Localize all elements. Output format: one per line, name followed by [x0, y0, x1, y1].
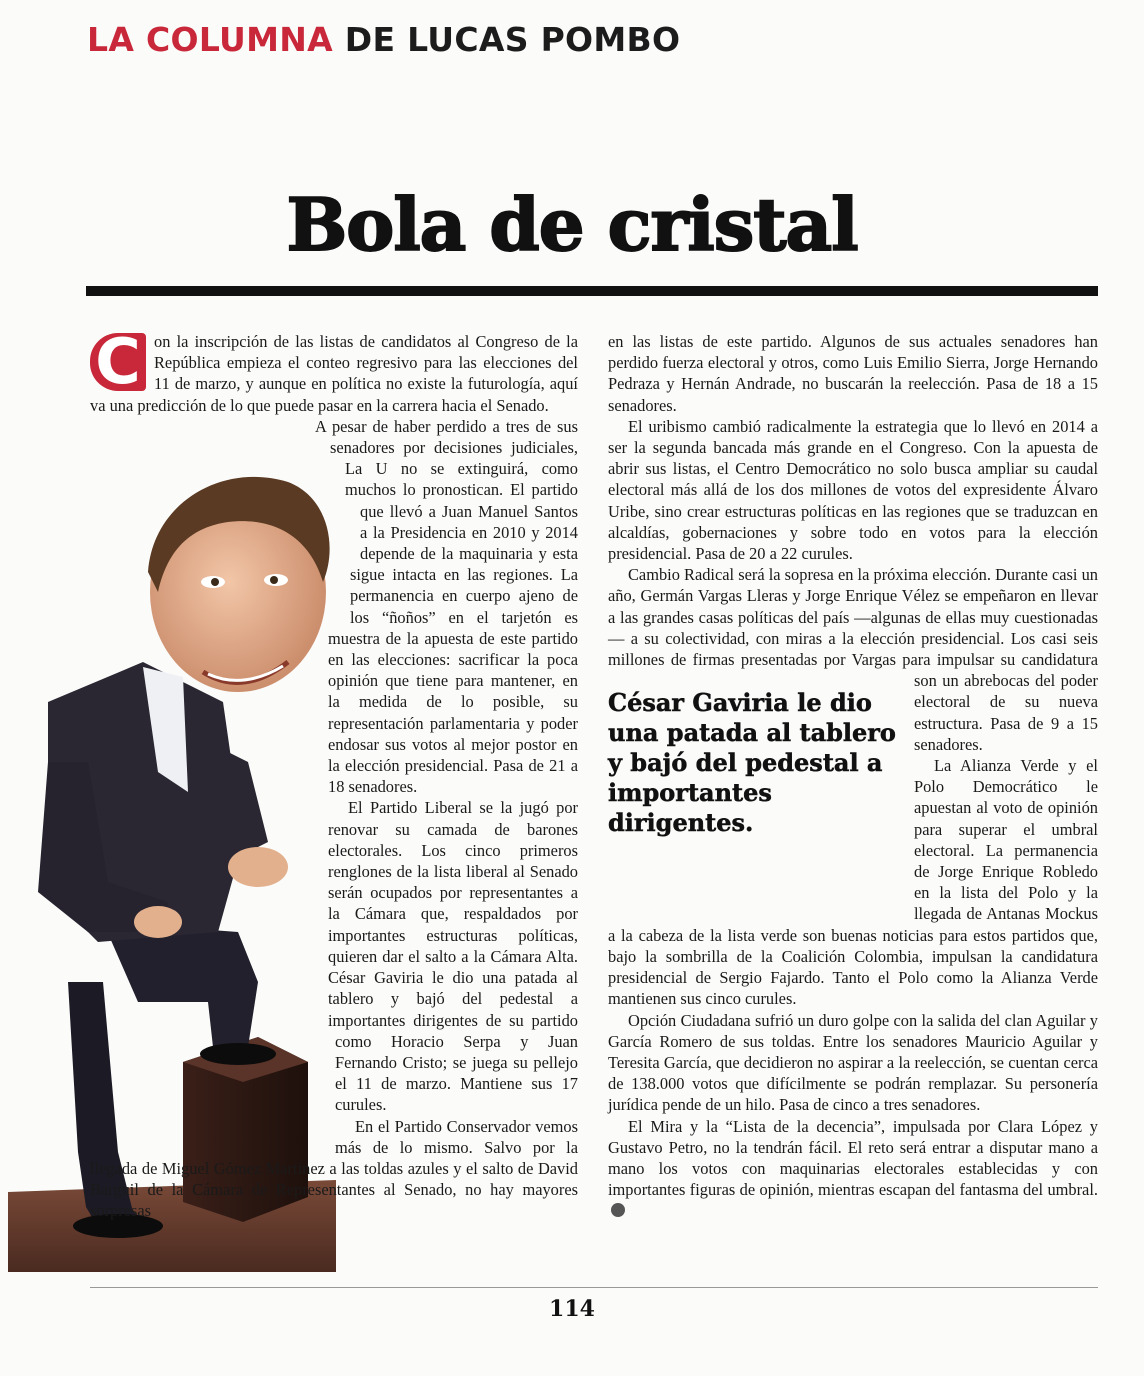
article-title: Bola de cristal [286, 182, 858, 267]
column-label: LA COLUMNA [87, 20, 333, 59]
paragraph-intro: on la inscripción de las listas de candidatos al Congreso de la República empieza el conteo regresivo para las elecciones del 11 de marzo, y aunque en política no existe la futurología, aquí va una predicción de lo que puede pasar en la carrera hacia el Senado. [90, 332, 578, 415]
paragraph-uribismo: El uribismo cambió radicalmente la estrategia que lo llevó en 2014 a ser la segunda bancada más grande en el Congreso. Con la apuesta de abrir sus listas, el Centro Democrático no solo busca ampliar su caudal electoral más allá de los dos millones de votos del expresidente Álvaro Uribe, sino crear estructuras políticas en las regiones que se traduzcan en alcaldías, gobernaciones y sobre todo en votos para la elección presidencial. Pasa de 20 a 22 curules. [608, 416, 1098, 564]
paragraph-alianza-verde: La Alianza Verde y el Polo Democrático le apuestan al voto de opinión para superar el umbral electoral. La permanencia de Jorge Enrique Robledo en la lista del Polo y la llegada de Antanas Mockus a la cabeza de la lista verde son buenas noticias para estos partidos que, bajo la sombrilla de la Coalición Colombia, impulsan la candidatura presidencial de Sergio Fajardo. Tanto el Polo como la Alianza Verde mantienen sus cinco curules. [608, 756, 1098, 1009]
footer-rule [90, 1287, 1098, 1288]
left-column [90, 325, 578, 1266]
paragraph-partido-conservador: En el Partido Conservador vemos más de lo mismo. Salvo por la llegada de Miguel Gómez Martínez a las toldas azules y el salto de David Barguil de la Cámara de Representantes al Senado, no hay mayores sorpresas [90, 1116, 578, 1221]
paragraph-opcion-ciudadana: Opción Ciudadana sufrió un duro golpe con la salida del clan Aguilar y García Romero de sus toldas. Entre los senadores Mauricio Aguilar y Teresita García, que decidieron no aspirar a la reelección, se cuentan cerca de 138.000 votos que difícilmente se podrán remplazar. Su personería jurídica pende de un hilo. Pasa de cinco a tres senadores. [608, 1010, 1098, 1115]
pull-quote: César Gaviria le dio una patada al tablero y bajó del pedestal a importantes dirigentes. [608, 688, 896, 837]
end-mark-icon [611, 1203, 625, 1217]
column-header [87, 20, 680, 59]
title-rule [86, 286, 1098, 296]
paragraph-conservador-cont: en las listas de este partido. Algunos de sus actuales senadores han perdido fuerza electoral y otros, como Luis Emilio Sierra, Jorge Hernando Pedraza y Hernán Andrade, no buscarán la reelección. Pasa de 18 a 15 senadores. [608, 332, 1098, 415]
paragraph-cambio-radical: Cambio Radical será la sopresa en la próxima elección. Durante casi un año, Germán Vargas Lleras y Jorge Enrique Vélez se empeñaron en llevar a las grandes casas políticas del país —algunas de ellas muy cuestionadas— a su colectividad, con miras a la elección presidencial. Los casi seis millones de firmas presentadas por Vargas para impulsar su candidatura son un abrebocas del poder electoral de su nueva estructura. Pasa de 9 a 15 senadores. [608, 564, 1098, 755]
paragraph-el-mira: El Mira y la “Lista de la decencia”, impulsada por Clara López y Gustavo Petro, no la tendrán fácil. El reto será entrar a disputar mano a mano los votos con maquinarias electorales establecidas y con importantes figuras de opinión, mientras escapan del fantasma del umbral. [608, 1116, 1098, 1222]
author-label: DE LUCAS POMBO [344, 20, 681, 59]
paragraph-partido-liberal: El Partido Liberal se la jugó por renovar su camada de barones electorales. Los cinco primeros renglones de la lista liberal al Senado serán ocupados por representantes a la Cámara que, respaldados por importantes estructuras políticas, quieren dar el salto a la Cámara Alta. César Gaviria le dio una patada al tablero y bajó del pedestal a importantes dirigentes de su partido como Horacio Serpa y Juan Fernando Cristo; se juega su pellejo el 11 de marzo. Mantiene sus 17 curules. [328, 798, 578, 1115]
drop-cap: C [90, 333, 146, 391]
page-number: 114 [549, 1296, 595, 1322]
paragraph-la-u: A pesar de haber perdido a tres de sus senadores por decisiones judiciales, La U no se extinguirá, como muchos lo pronostican. El partido que llevó a Juan Manuel Santos a la Presidencia en 2010 y 2014 depende de la maquinaria y esta sigue intacta en las regiones. La permanencia en cuerpo ajeno de los “ñoños” en el tarjetón es muestra de la apuesta de este partido en las elecciones: sacrificar la poca opinión que tiene para mantener, en la medida de lo posible, su representación parlamentaria y poder endosar sus votos al mejor postor en la elección presidencial. Pasa de 21 a 18 senadores. [315, 416, 578, 797]
